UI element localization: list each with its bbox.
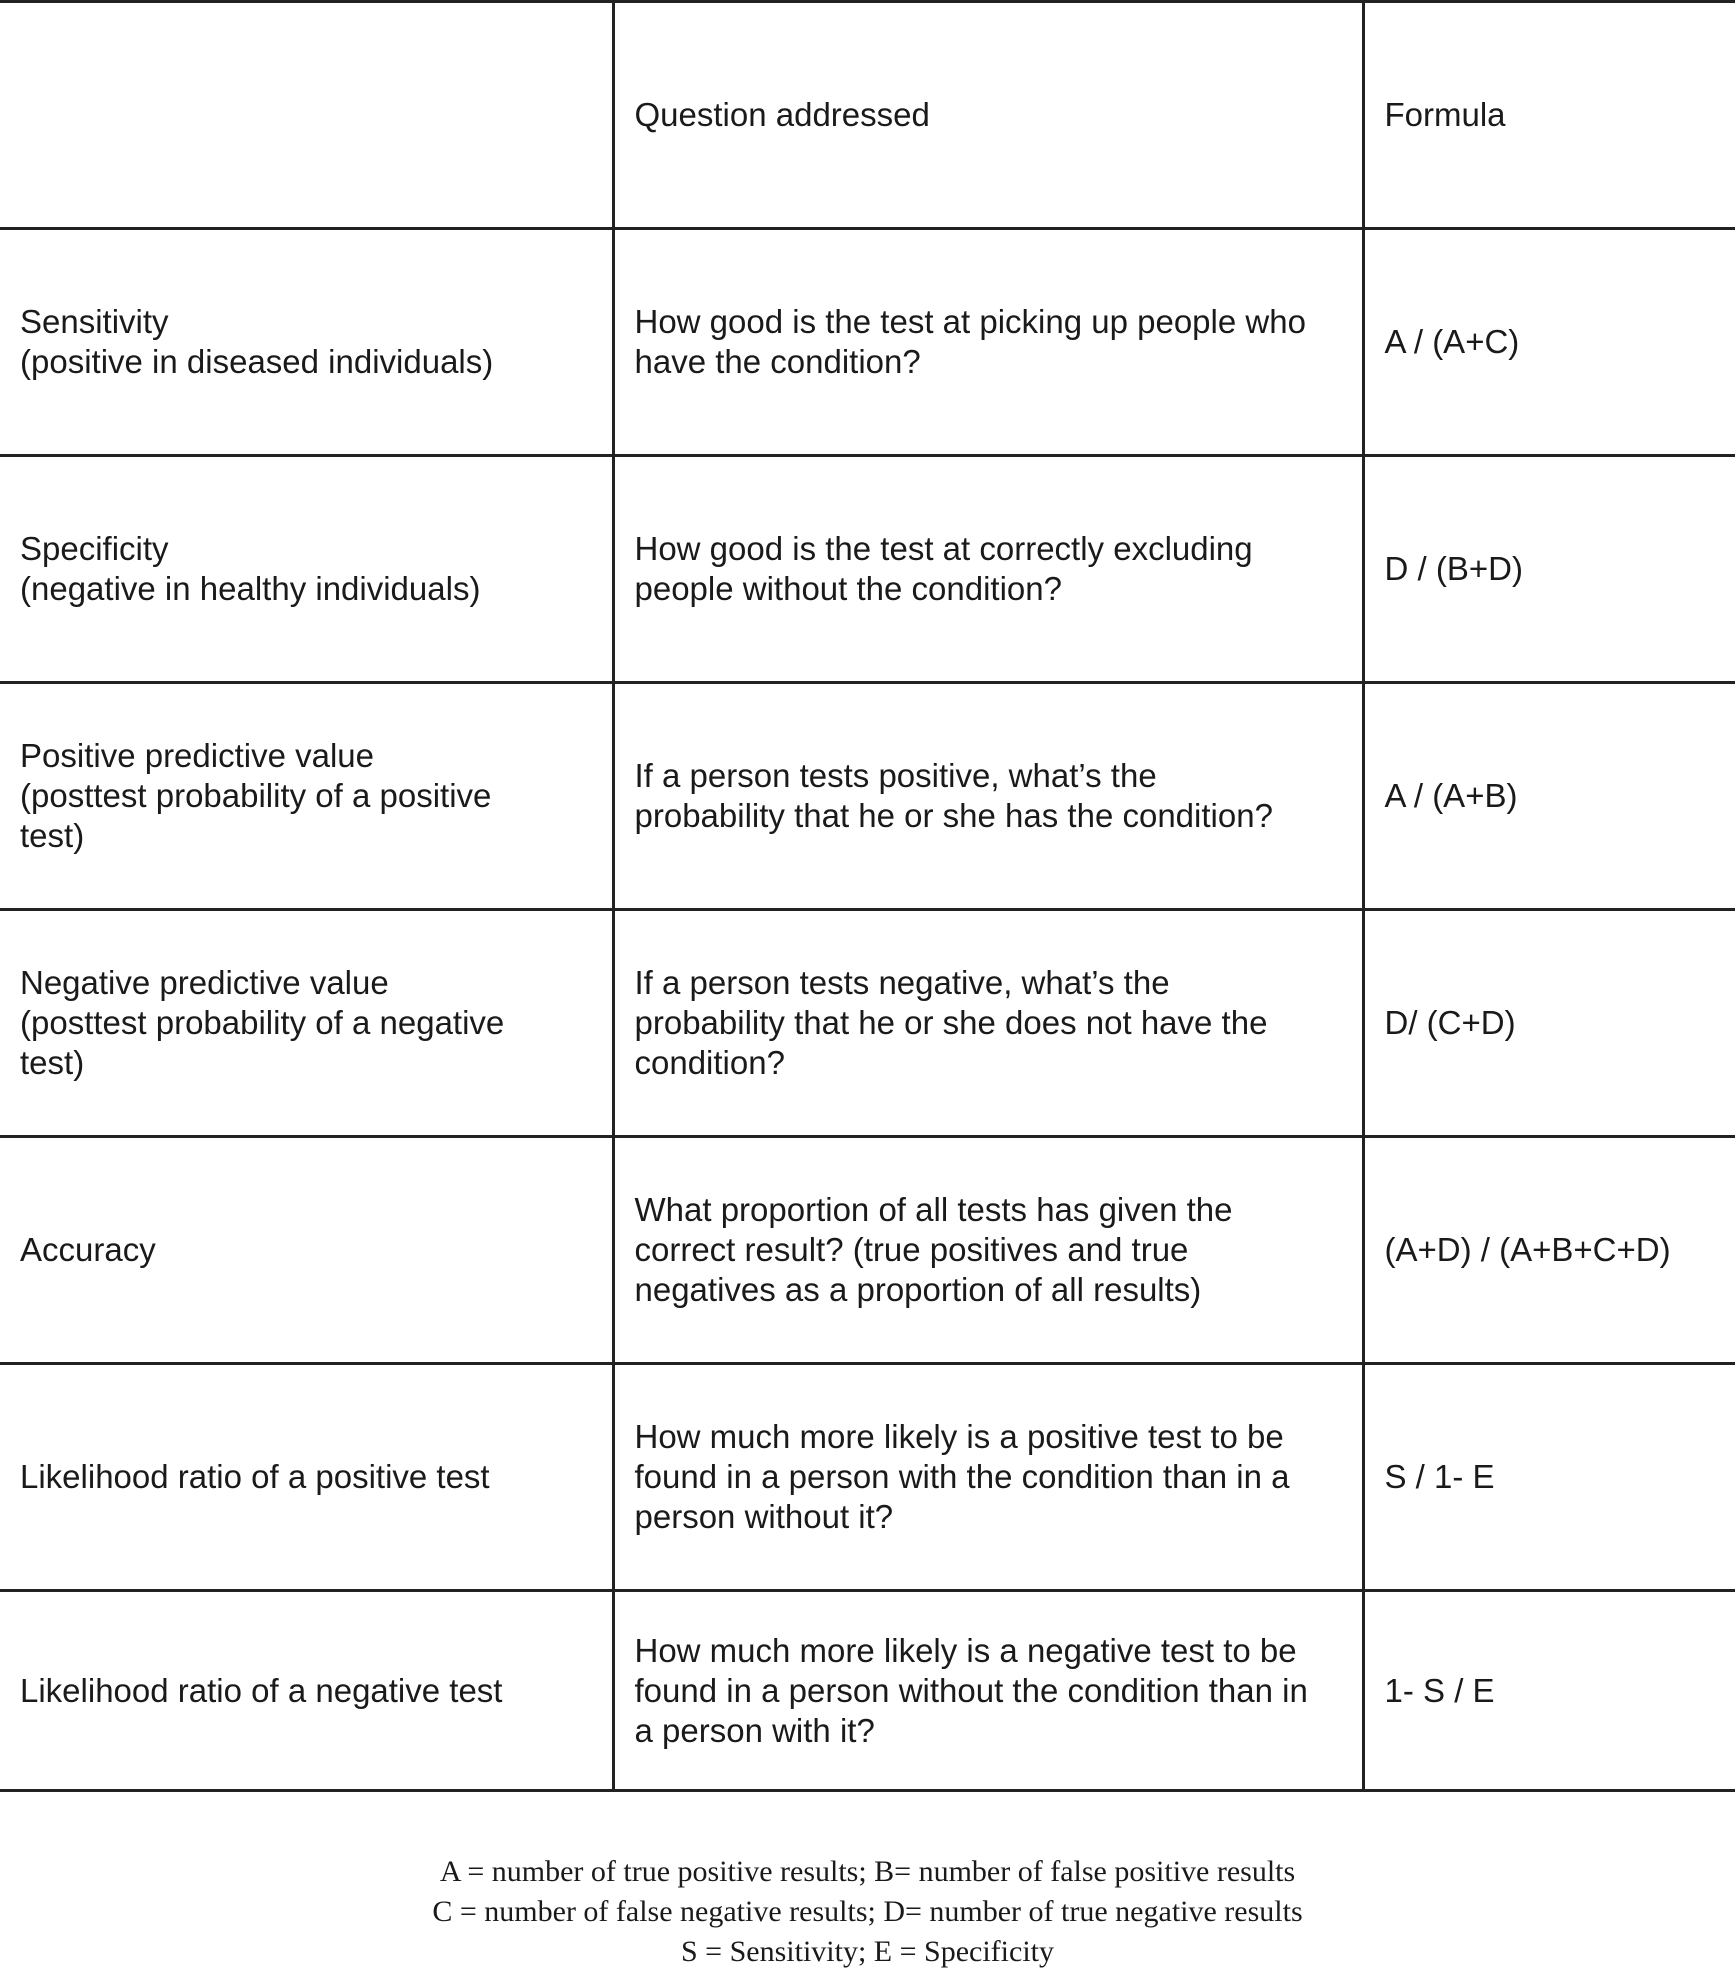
question-cell: How good is the test at picking up people who have the condition? [613, 229, 1363, 456]
question-cell: If a person tests positive, what’s the probability that he or she has the condition? [613, 683, 1363, 910]
measure-cell: Likelihood ratio of a negative test [0, 1591, 613, 1791]
table-row [0, 229, 1735, 456]
header-cell-formula: Formula [1363, 2, 1735, 229]
measure-cell: Sensitivity (positive in diseased individuals) [0, 229, 613, 456]
table-row [0, 1591, 1735, 1791]
question-cell: How good is the test at correctly excluding people without the condition? [613, 456, 1363, 683]
footnote-line: S = Sensitivity; E = Specificity [681, 1935, 1054, 1968]
table-row [0, 1364, 1735, 1591]
formula-cell: D / (B+D) [1363, 456, 1735, 683]
table-row [0, 456, 1735, 683]
table-row [0, 683, 1735, 910]
measure-cell: Negative predictive value (posttest probability of a negative test) [0, 910, 613, 1137]
footnote-line: A = number of true positive results; B= number of false positive results [439, 1855, 1296, 1888]
formula-cell: (A+D) / (A+B+C+D) [1363, 1137, 1735, 1364]
formula-cell: 1- S / E [1363, 1591, 1735, 1791]
header-cell-measure [0, 2, 613, 229]
table-row [0, 1137, 1735, 1364]
measure-cell: Accuracy [0, 1137, 613, 1364]
measure-cell: Specificity (negative in healthy individuals) [0, 456, 613, 683]
header-cell-question: Question addressed [613, 2, 1363, 229]
question-cell: What proportion of all tests has given the correct result? (true positives and true negatives as a proportion of all results) [613, 1137, 1363, 1364]
question-cell: How much more likely is a positive test to be found in a person with the condition than in a person without it? [613, 1364, 1363, 1591]
formula-cell: A / (A+C) [1363, 229, 1735, 456]
question-cell: How much more likely is a negative test to be found in a person without the condition than in a person with it? [613, 1591, 1363, 1791]
footnote-line: C = number of false negative results; D= number of true negative results [432, 1895, 1303, 1928]
table-header-row [0, 2, 1735, 229]
question-cell: If a person tests negative, what’s the probability that he or she does not have the condition? [613, 910, 1363, 1137]
formula-cell: D/ (C+D) [1363, 910, 1735, 1137]
formula-cell: A / (A+B) [1363, 683, 1735, 910]
measure-cell: Positive predictive value (posttest probability of a positive test) [0, 683, 613, 910]
table-row [0, 910, 1735, 1137]
table-footnote [0, 1852, 1735, 1972]
measure-cell: Likelihood ratio of a positive test [0, 1364, 613, 1591]
formula-cell: S / 1- E [1363, 1364, 1735, 1591]
